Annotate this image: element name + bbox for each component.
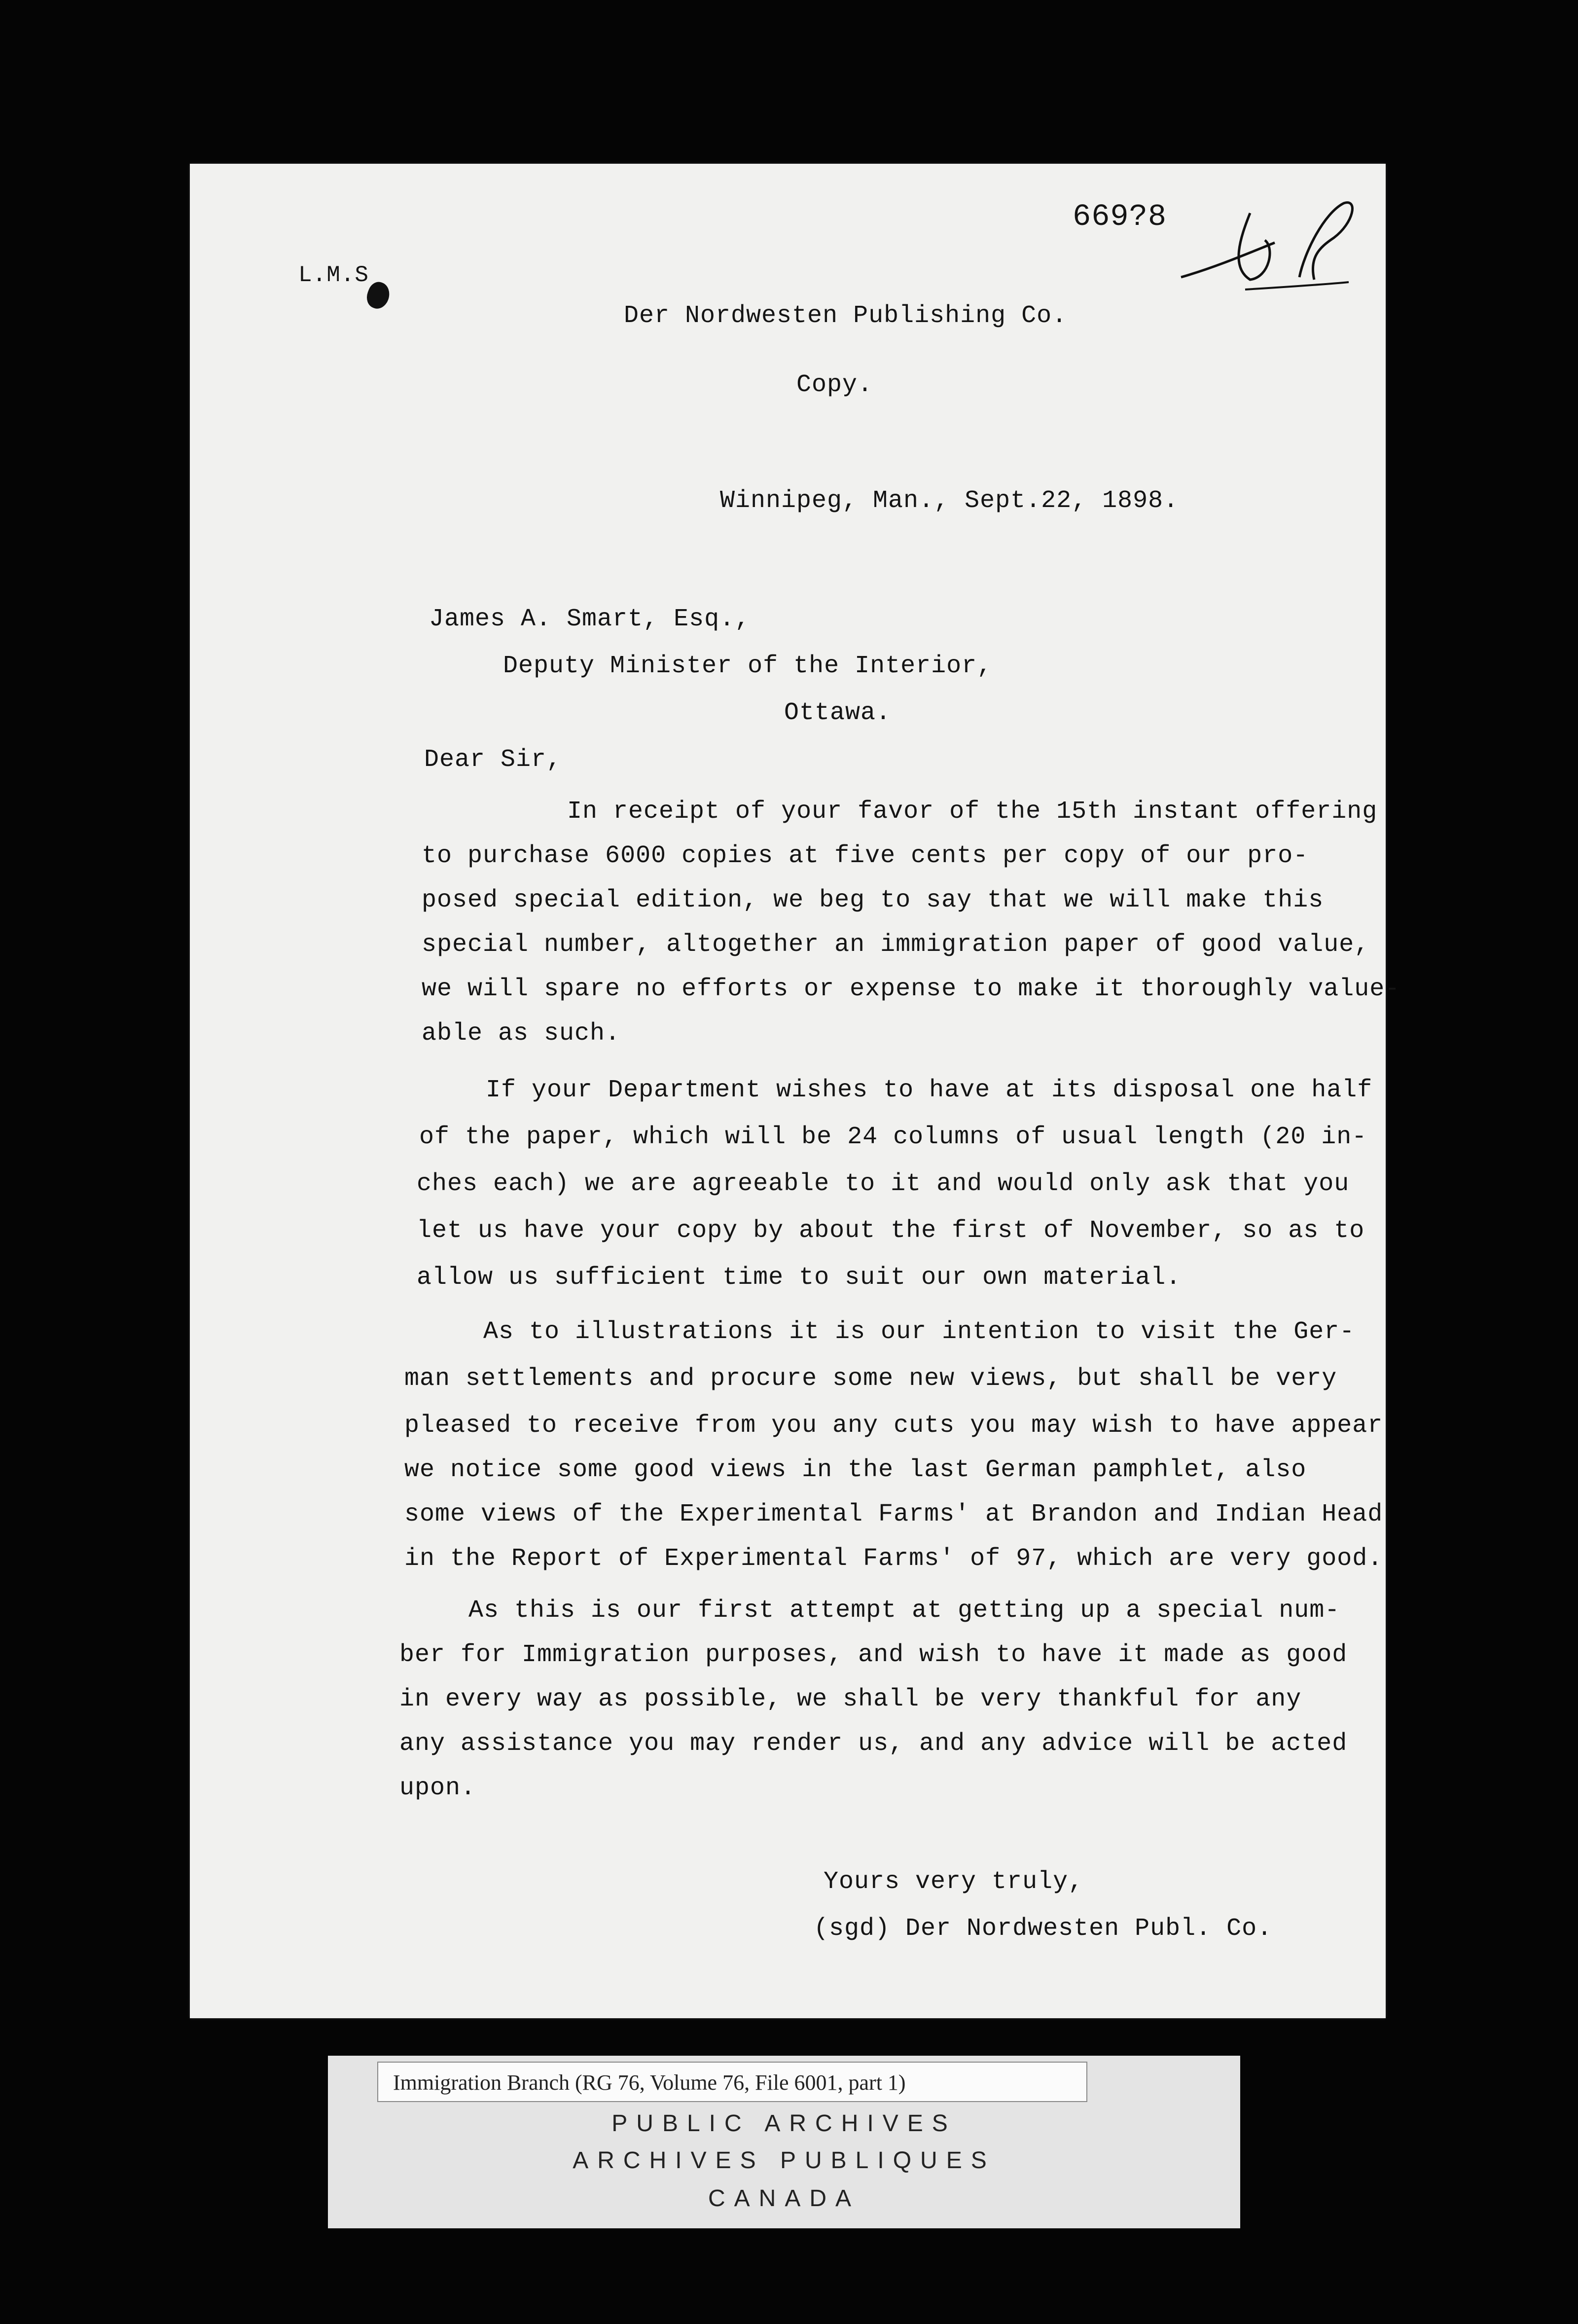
copy-label: Copy. xyxy=(796,371,873,399)
recipient-title: Deputy Minister of the Interior, xyxy=(503,652,993,680)
body-line: posed special edition, we beg to say that we will make this xyxy=(422,886,1324,914)
archive-label-box xyxy=(328,2056,1240,2228)
archive-caption: Immigration Branch (RG 76, Volume 76, File 6001, part 1) xyxy=(377,2062,1087,2102)
closing-phrase: Yours very truly, xyxy=(824,1868,1084,1896)
archive-line-country: CANADA xyxy=(708,2185,861,2212)
body-line: ches each) we are agreeable to it and would only ask that you xyxy=(417,1170,1350,1198)
recipient-city: Ottawa. xyxy=(784,699,892,727)
body-line: In receipt of your favor of the 15th instant offering xyxy=(567,798,1378,826)
initials-signature-mark xyxy=(1176,193,1363,302)
reference-number: 669?8 xyxy=(1073,199,1167,234)
archive-line-english: PUBLIC ARCHIVES xyxy=(611,2110,957,2137)
body-line: As this is our first attempt at getting up a special num- xyxy=(468,1597,1340,1625)
body-line: any assistance you may render us, and any advice will be acted xyxy=(399,1730,1348,1758)
body-line: to purchase 6000 copies at five cents per copy of our pro- xyxy=(422,842,1309,870)
body-line: ber for Immigration purposes, and wish to have it made as good xyxy=(399,1641,1348,1669)
body-line: in every way as possible, we shall be very thankful for any xyxy=(399,1685,1302,1713)
archive-line-french: ARCHIVES PUBLIQUES xyxy=(573,2147,996,2174)
body-line: special number, altogether an immigration paper of good value, xyxy=(422,931,1370,959)
body-line: of the paper, which will be 24 columns of usual length (20 in- xyxy=(419,1123,1367,1151)
body-line: As to illustrations it is our intention to visit the Ger- xyxy=(483,1318,1355,1346)
letterhead: Der Nordwesten Publishing Co. xyxy=(624,302,1068,330)
salutation: Dear Sir, xyxy=(424,746,562,774)
body-line: able as such. xyxy=(422,1019,621,1048)
filing-initials: L.M.S xyxy=(298,262,369,288)
body-line: in the Report of Experimental Farms' of 97, which are very good. xyxy=(404,1545,1383,1573)
body-line: pleased to receive from you any cuts you may wish to have appear xyxy=(404,1412,1383,1440)
body-line: let us have your copy by about the first of November, so as to xyxy=(417,1217,1365,1245)
body-line: man settlements and procure some new views, but shall be very xyxy=(404,1365,1337,1393)
recipient-name: James A. Smart, Esq., xyxy=(429,605,751,633)
body-line: we will spare no efforts or expense to make it thoroughly value- xyxy=(422,975,1400,1003)
letter-page xyxy=(190,164,1400,2018)
body-line: allow us sufficient time to suit our own material. xyxy=(417,1264,1182,1292)
body-line: If your Department wishes to have at its disposal one half xyxy=(486,1076,1373,1104)
date-line: Winnipeg, Man., Sept.22, 1898. xyxy=(720,487,1179,515)
body-line: some views of the Experimental Farms' at Brandon and Indian Head xyxy=(404,1500,1383,1528)
closing-signature: (sgd) Der Nordwesten Publ. Co. xyxy=(814,1915,1273,1943)
body-line: upon. xyxy=(399,1774,476,1802)
body-line: we notice some good views in the last German pamphlet, also xyxy=(404,1456,1307,1484)
